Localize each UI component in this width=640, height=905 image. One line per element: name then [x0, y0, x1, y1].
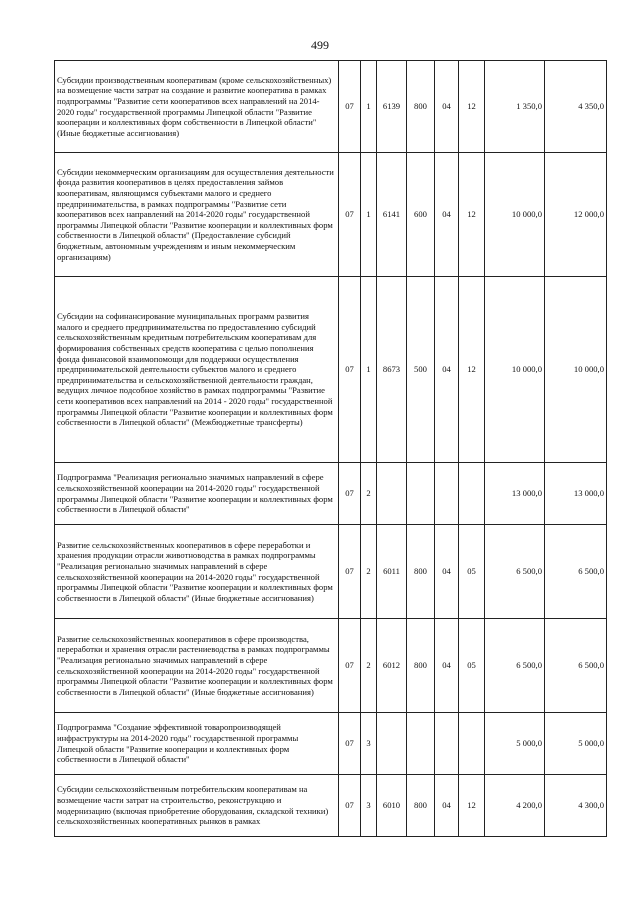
table-row: [55, 463, 607, 525]
table-row: [55, 775, 607, 837]
budget-table: [54, 60, 607, 837]
cell-subchapter: 12: [459, 61, 485, 153]
cell-target-code: [377, 713, 407, 775]
cell-amount-2: 6 500,0: [545, 525, 607, 619]
cell-amount-1: 6 500,0: [485, 525, 545, 619]
cell-chapter: 04: [435, 775, 459, 837]
cell-section: 07: [339, 153, 361, 277]
cell-subchapter: 05: [459, 619, 485, 713]
cell-subsection: 2: [361, 463, 377, 525]
cell-chapter: [435, 463, 459, 525]
cell-target-code: 6010: [377, 775, 407, 837]
cell-amount-2: 10 000,0: [545, 277, 607, 463]
cell-target-code: [377, 463, 407, 525]
cell-subchapter: 12: [459, 277, 485, 463]
cell-section: 07: [339, 525, 361, 619]
cell-amount-2: 4 300,0: [545, 775, 607, 837]
cell-subsection: 3: [361, 775, 377, 837]
cell-subchapter: 05: [459, 525, 485, 619]
cell-amount-2: 12 000,0: [545, 153, 607, 277]
cell-subsection: 3: [361, 713, 377, 775]
cell-subsection: 1: [361, 153, 377, 277]
cell-description: Субсидии на софинансирование муниципальных программ развития малого и среднего предпринимательства по предоставлению субсидий сельскохозяйственным кредитным потребительским кооперативам для формирования собственных средств кооператива с целью пополнения фонда финансовой взаимопомощи для поддержки осуществления предпринимательской деятельности субъектов малого и среднего предпринимательства и сельскохозяйственной деятельности граждан, ведущих личное подсобное хозяйство в рамках подпрограммы "Развитие сети кооперативов всех направлений на 2014 - 2020 годы" государственной программы Липецкой области "Развитие кооперации и коллективных форм собственности в Липецкой области" (Межбюджетные трансферты): [55, 277, 339, 463]
cell-chapter: 04: [435, 277, 459, 463]
cell-chapter: 04: [435, 61, 459, 153]
table-row: [55, 525, 607, 619]
cell-description: Развитие сельскохозяйственных кооперативов в сфере переработки и хранения продукции отрасли животноводства в рамках подпрограммы "Реализация регионально значимых направлений в сфере сельскохозяйственной кооперации на 2014-2020 годы" государственной программы Липецкой области "Развитие кооперации и коллективных форм собственности в Липецкой области" (Иные бюджетные ассигнования): [55, 525, 339, 619]
cell-expense-type: 800: [407, 525, 435, 619]
cell-amount-1: 4 200,0: [485, 775, 545, 837]
cell-section: 07: [339, 463, 361, 525]
cell-subsection: 1: [361, 277, 377, 463]
cell-expense-type: 600: [407, 153, 435, 277]
cell-amount-1: 1 350,0: [485, 61, 545, 153]
cell-amount-1: 6 500,0: [485, 619, 545, 713]
table-row: [55, 61, 607, 153]
cell-expense-type: 800: [407, 61, 435, 153]
table-row: [55, 277, 607, 463]
cell-expense-type: [407, 713, 435, 775]
page-number: 499: [311, 38, 329, 52]
cell-subchapter: [459, 713, 485, 775]
cell-target-code: 6141: [377, 153, 407, 277]
cell-expense-type: 800: [407, 775, 435, 837]
cell-section: 07: [339, 619, 361, 713]
cell-chapter: [435, 713, 459, 775]
table-row: [55, 713, 607, 775]
cell-amount-2: 5 000,0: [545, 713, 607, 775]
cell-description: Субсидии некоммерческим организациям для осуществления деятельности фонда развития кооперативов в целях предоставления займов кооперативам, являющимся субъектами малого и среднего предпринимательства, в рамках подпрограммы "Развитие сети кооперативов всех направлений на 2014-2020 годы" государственной программы Липецкой области "Развитие кооперации и коллективных форм собственности в Липецкой области" (Предоставление субсидий бюджетным, автономным учреждениям и иным некоммерческим организациям): [55, 153, 339, 277]
cell-description: Подпрограмма "Реализация регионально значимых направлений в сфере сельскохозяйственной кооперации на 2014-2020 годы" государственной программы Липецкой области "Развитие кооперации и коллективных форм собственности в Липецкой области": [55, 463, 339, 525]
cell-target-code: 6012: [377, 619, 407, 713]
cell-expense-type: 800: [407, 619, 435, 713]
cell-description: Субсидии сельскохозяйственным потребительским кооперативам на возмещение части затрат на строительство, реконструкцию и модернизацию (включая приобретение оборудования, складской техники) сельскохозяйственных кооперативных рынков в рамках: [55, 775, 339, 837]
cell-target-code: 6011: [377, 525, 407, 619]
table-row: [55, 619, 607, 713]
cell-amount-1: 10 000,0: [485, 277, 545, 463]
cell-subchapter: [459, 463, 485, 525]
cell-expense-type: [407, 463, 435, 525]
cell-target-code: 8673: [377, 277, 407, 463]
cell-subsection: 1: [361, 61, 377, 153]
cell-section: 07: [339, 713, 361, 775]
cell-amount-2: 13 000,0: [545, 463, 607, 525]
cell-description: Подпрограмма "Создание эффективной товаропроизводящей инфраструктуры на 2014-2020 годы" государственной программы Липецкой области "Развитие кооперации и коллективных форм собственности в Липецкой области": [55, 713, 339, 775]
table-row: [55, 153, 607, 277]
cell-section: 07: [339, 775, 361, 837]
cell-subchapter: 12: [459, 153, 485, 277]
cell-description: Развитие сельскохозяйственных кооперативов в сфере производства, переработки и хранения отрасли растениеводства в рамках подпрограммы "Реализация регионально значимых направлений в сфере сельскохозяйственной кооперации на 2014-2020 годы" государственной программы Липецкой области "Развитие кооперации и коллективных форм собственности в Липецкой области" (Иные бюджетные ассигнования): [55, 619, 339, 713]
cell-description: Субсидии производственным кооперативам (кроме сельскохозяйственных) на возмещение части затрат на создание и развитие кооператива в рамках подпрограммы "Развитие сети кооперативов всех направлений на 2014-2020 годы" государственной программы Липецкой области "Развитие кооперации и коллективных форм собственности в Липецкой области" (Иные бюджетные ассигнования): [55, 61, 339, 153]
cell-target-code: 6139: [377, 61, 407, 153]
cell-subsection: 2: [361, 525, 377, 619]
cell-amount-2: 4 350,0: [545, 61, 607, 153]
cell-chapter: 04: [435, 153, 459, 277]
cell-chapter: 04: [435, 525, 459, 619]
cell-chapter: 04: [435, 619, 459, 713]
cell-subchapter: 12: [459, 775, 485, 837]
cell-section: 07: [339, 61, 361, 153]
cell-amount-2: 6 500,0: [545, 619, 607, 713]
cell-amount-1: 10 000,0: [485, 153, 545, 277]
cell-section: 07: [339, 277, 361, 463]
cell-amount-1: 13 000,0: [485, 463, 545, 525]
cell-expense-type: 500: [407, 277, 435, 463]
cell-amount-1: 5 000,0: [485, 713, 545, 775]
cell-subsection: 2: [361, 619, 377, 713]
